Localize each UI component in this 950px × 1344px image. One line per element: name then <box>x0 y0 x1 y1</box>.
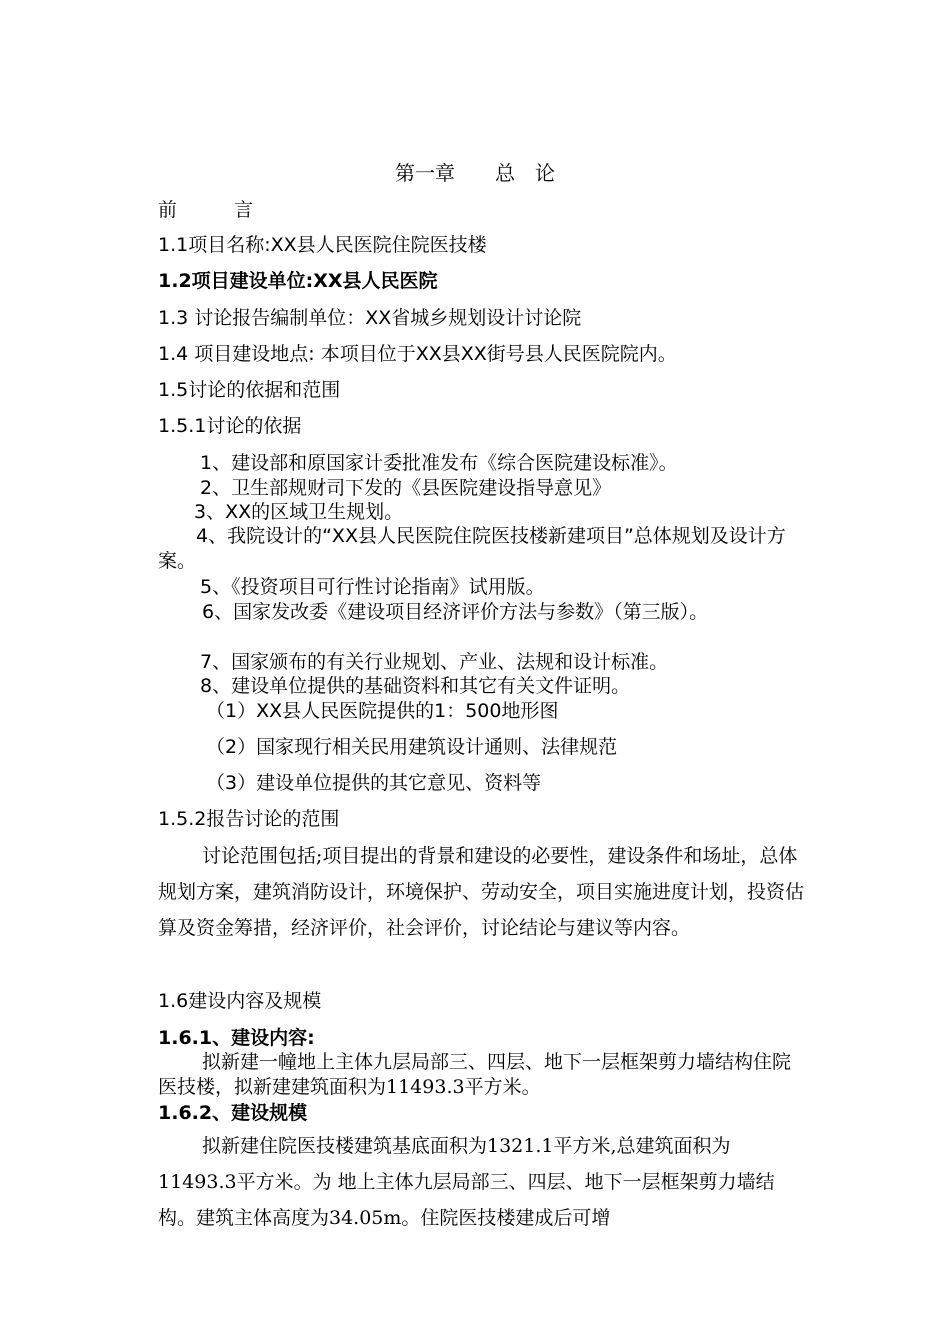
section-1-3: 1.3 讨论报告编制单位：XX省城乡规划设计讨论院 <box>158 307 582 329</box>
section-1-2: 1.2项目建设单位:XX县人民医院 <box>158 270 438 292</box>
basis-item-8: 8、建设单位提供的基础资料和其它有关文件证明。 <box>200 675 631 697</box>
scope-paragraph: 讨论范围包括;项目提出的背景和建设的必要性，建设条件和场址，总体规划方案，建筑消防设计，环境保护、劳动安全，项目实施进度计划，投资估算及资金筹措，经济评价，社会评价，讨论结论与建议等内容。 <box>158 845 805 939</box>
section-1-5-2: 1.5.2报告讨论的范围 <box>158 808 340 830</box>
section-1-1: 1.1项目名称:XX县人民医院住院医技楼 <box>158 234 487 256</box>
content-paragraph: 拟新建一幢地上主体九层局部三、四层、地下一层框架剪力墙结构住院医技楼，拟新建建筑面积为11493.3平方米。 <box>158 1051 792 1098</box>
scale-paragraph: 拟新建住院医技楼建筑基底面积为1321.1平方米,总建筑面积为11493.3平方米。为 地上主体九层局部三、四层、地下一层框架剪力墙结构。建筑主体高度为34.05m。住院医技楼建成后可增 <box>158 1135 775 1229</box>
section-1-6: 1.6建设内容及规模 <box>158 990 322 1012</box>
sub-basis-item-3: （3）建设单位提供的其它意见、资料等 <box>206 772 542 794</box>
basis-item-5: 5、《投资项目可行性讨论指南》试用版。 <box>200 576 545 598</box>
section-1-4: 1.4 项目建设地点: 本项目位于XX县XX街号县人民医院院内。 <box>158 343 677 365</box>
section-1-5: 1.5讨论的依据和范围 <box>158 379 341 401</box>
chapter-title: 第一章 总 论 <box>395 161 555 185</box>
basis-item-4: 4、我院设计的“XX县人民医院住院医技楼新建项目”总体规划及设计方案。 <box>158 525 786 572</box>
basis-item-7: 7、国家颁布的有关行业规划、产业、法规和设计标准。 <box>200 651 669 673</box>
sub-basis-item-2: （2）国家现行相关民用建筑设计通则、法律规范 <box>206 736 618 758</box>
sub-basis-item-1: （1）XX县人民医院提供的1：500地形图 <box>206 700 559 722</box>
basis-item-6: 6、国家发改委《建设项目经济评价方法与参数》（第三版）。 <box>202 601 709 623</box>
section-1-6-1: 1.6.1、建设内容: <box>158 1027 315 1049</box>
basis-item-1: 1、建设部和原国家计委批准发布《综合医院建设标准》。 <box>200 452 678 474</box>
section-1-6-2: 1.6.2、建设规模 <box>158 1102 308 1124</box>
section-1-5-1: 1.5.1讨论的依据 <box>158 415 302 437</box>
basis-item-3: 3、XX的区域卫生规划。 <box>194 501 404 523</box>
basis-item-2: 2、卫生部规财司下发的《县医院建设指导意见》 <box>200 477 612 499</box>
preface-heading: 前 言 <box>158 199 254 221</box>
